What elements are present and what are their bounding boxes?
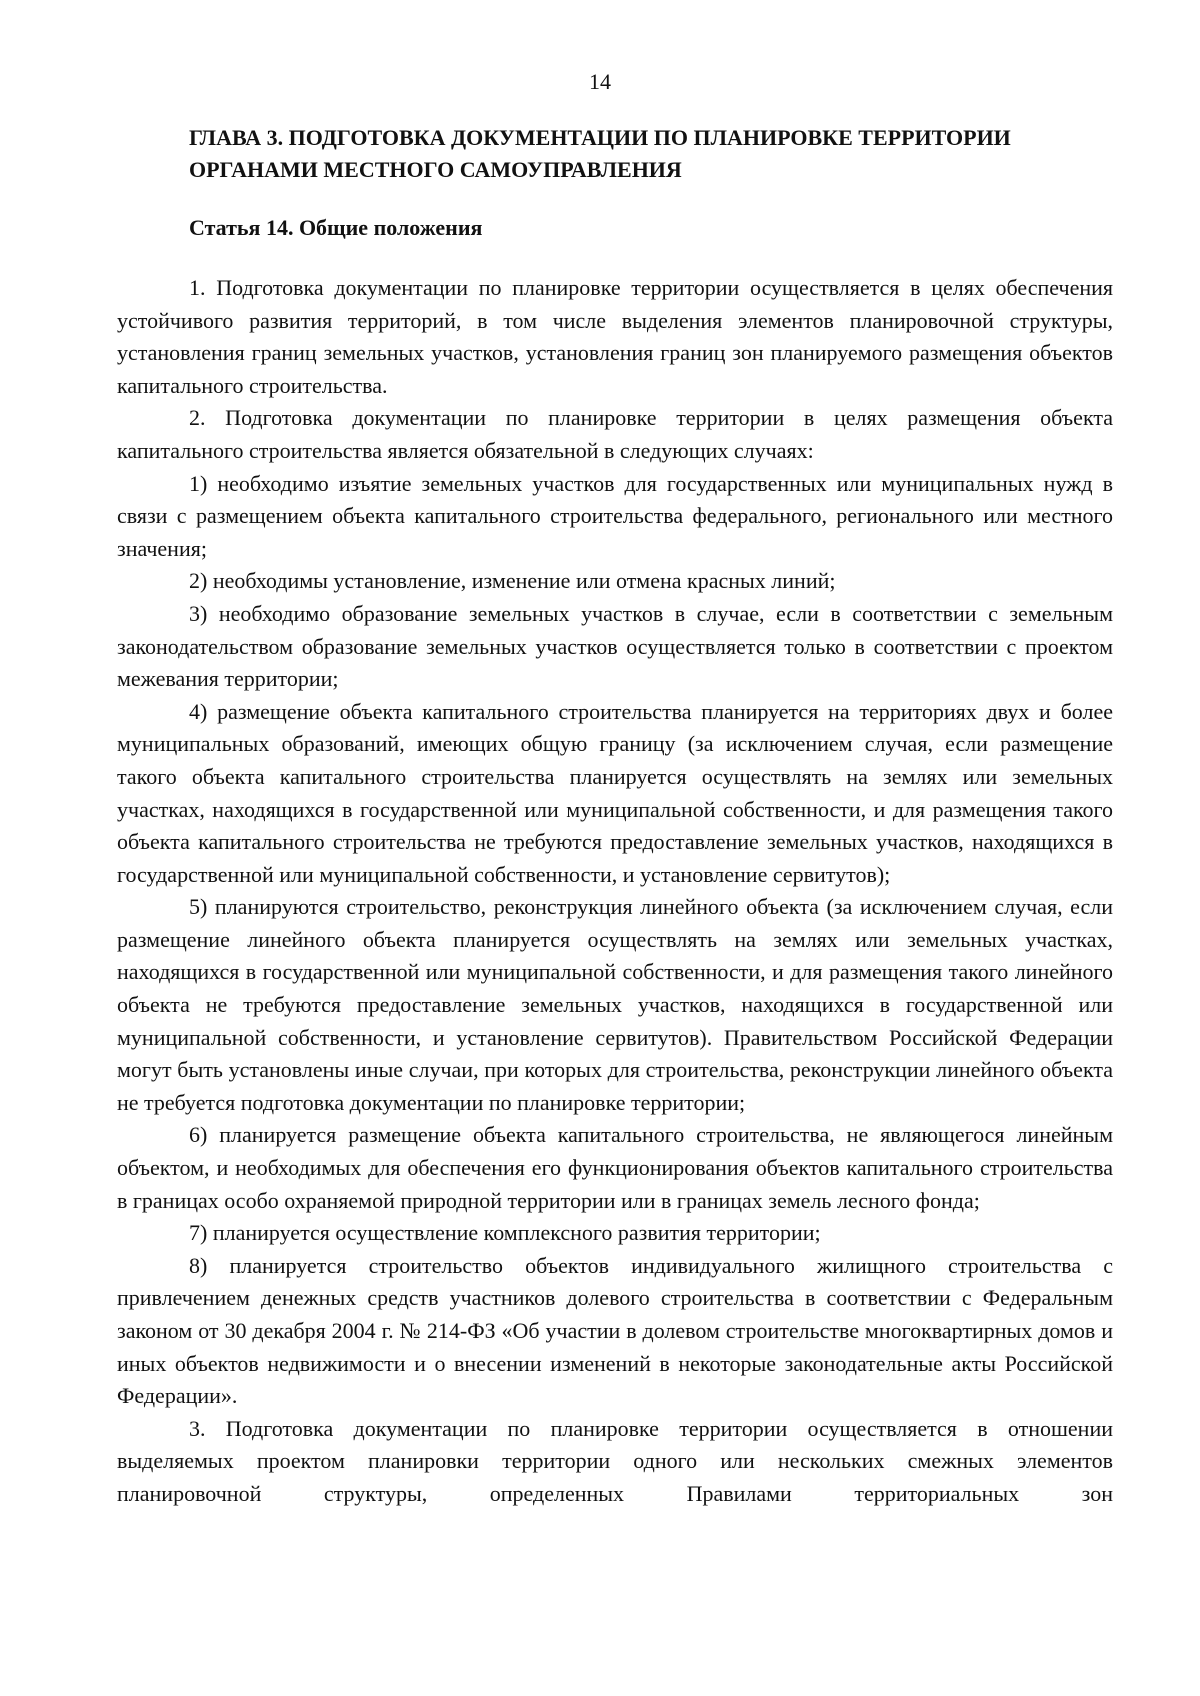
chapter-title: [117, 122, 1113, 186]
chapter-title-line-1: ГЛАВА 3. ПОДГОТОВКА ДОКУМЕНТАЦИИ ПО ПЛАНИРОВКЕ ТЕРРИТОРИИ: [189, 125, 1011, 150]
list-item-4: 4) размещение объекта капитального строительства планируется на территориях двух и более муниципальных образований, имеющих общую границу (за исключением случая, если размещение такого объекта капитального строительства планируется осуществлять на землях или земельных участках, находящихся в государственной или муниципальной собственности, и для размещения такого объекта капитального строительства не требуются предоставление земельных участков, находящихся в государственной или муниципальной собственности, и установление сервитутов);: [117, 698, 1113, 887]
paragraph-3: 3. Подготовка документации по планировке территории осуществляется в отношении выделяемых проектом планировки территории одного или нескольких смежных элементов планировочной структуры, определенных Правилами территориальных зон: [117, 1415, 1113, 1506]
page-number: 14: [589, 69, 611, 94]
list-item-1: 1) необходимо изъятие земельных участков для государственных или муниципальных нужд в связи с размещением объекта капитального строительства федерального, регионального или местного значения;: [117, 470, 1113, 561]
chapter-title-line-2: ОРГАНАМИ МЕСТНОГО САМОУПРАВЛЕНИЯ: [189, 157, 682, 182]
paragraph-2: 2. Подготовка документации по планировке территории в целях размещения объекта капитального строительства является обязательной в следующих случаях:: [117, 405, 1113, 463]
article-body: [117, 272, 1113, 1511]
article-title: Статья 14. Общие положения: [189, 215, 483, 240]
list-item-2: 2) необходимы установление, изменение или отмена красных линий;: [189, 568, 836, 594]
list-item-5: 5) планируются строительство, реконструкция линейного объекта (за исключением случая, если размещение линейного объекта планируется осуществлять на землях или земельных участках, находящихся в государственной или муниципальной собственности, и для размещения такого линейного объекта не требуются предоставление земельных участков, находящихся в государственной или муниципальной собственности, и установление сервитутов). Правительством Российской Федерации могут быть установлены иные случаи, при которых для строительства, реконструкции линейного объекта не требуется подготовка документации по планировке территории;: [117, 894, 1113, 1115]
list-item-8: 8) планируется строительство объектов индивидуального жилищного строительства с привлечением денежных средств участников долевого строительства в соответствии с Федеральным законом от 30 декабря 2004 г. № 214-ФЗ «Об участии в долевом строительстве многоквартирных домов и иных объектов недвижимости и о внесении изменений в некоторые законодательные акты Российской Федерации».: [117, 1252, 1113, 1409]
list-item-3: 3) необходимо образование земельных участков в случае, если в соответствии с земельным законодательством образование земельных участков осуществляется только в соответствии с проектом межевания территории;: [117, 600, 1113, 692]
paragraph-1: 1. Подготовка документации по планировке территории осуществляется в целях обеспечения устойчивого развития территорий, в том числе выделения элементов планировочной структуры, установления границ земельных участков, установления границ зон планируемого размещения объектов капитального строительства.: [117, 275, 1113, 398]
list-item-6: 6) планируется размещение объекта капитального строительства, не являющегося линейным объектом, и необходимых для обеспечения его функционирования объектов капитального строительства в границах особо охраняемой природной территории или в границах земель лесного фонда;: [117, 1122, 1113, 1213]
list-item-7: 7) планируется осуществление комплексного развития территории;: [189, 1220, 821, 1246]
page-content: [117, 122, 1113, 1511]
